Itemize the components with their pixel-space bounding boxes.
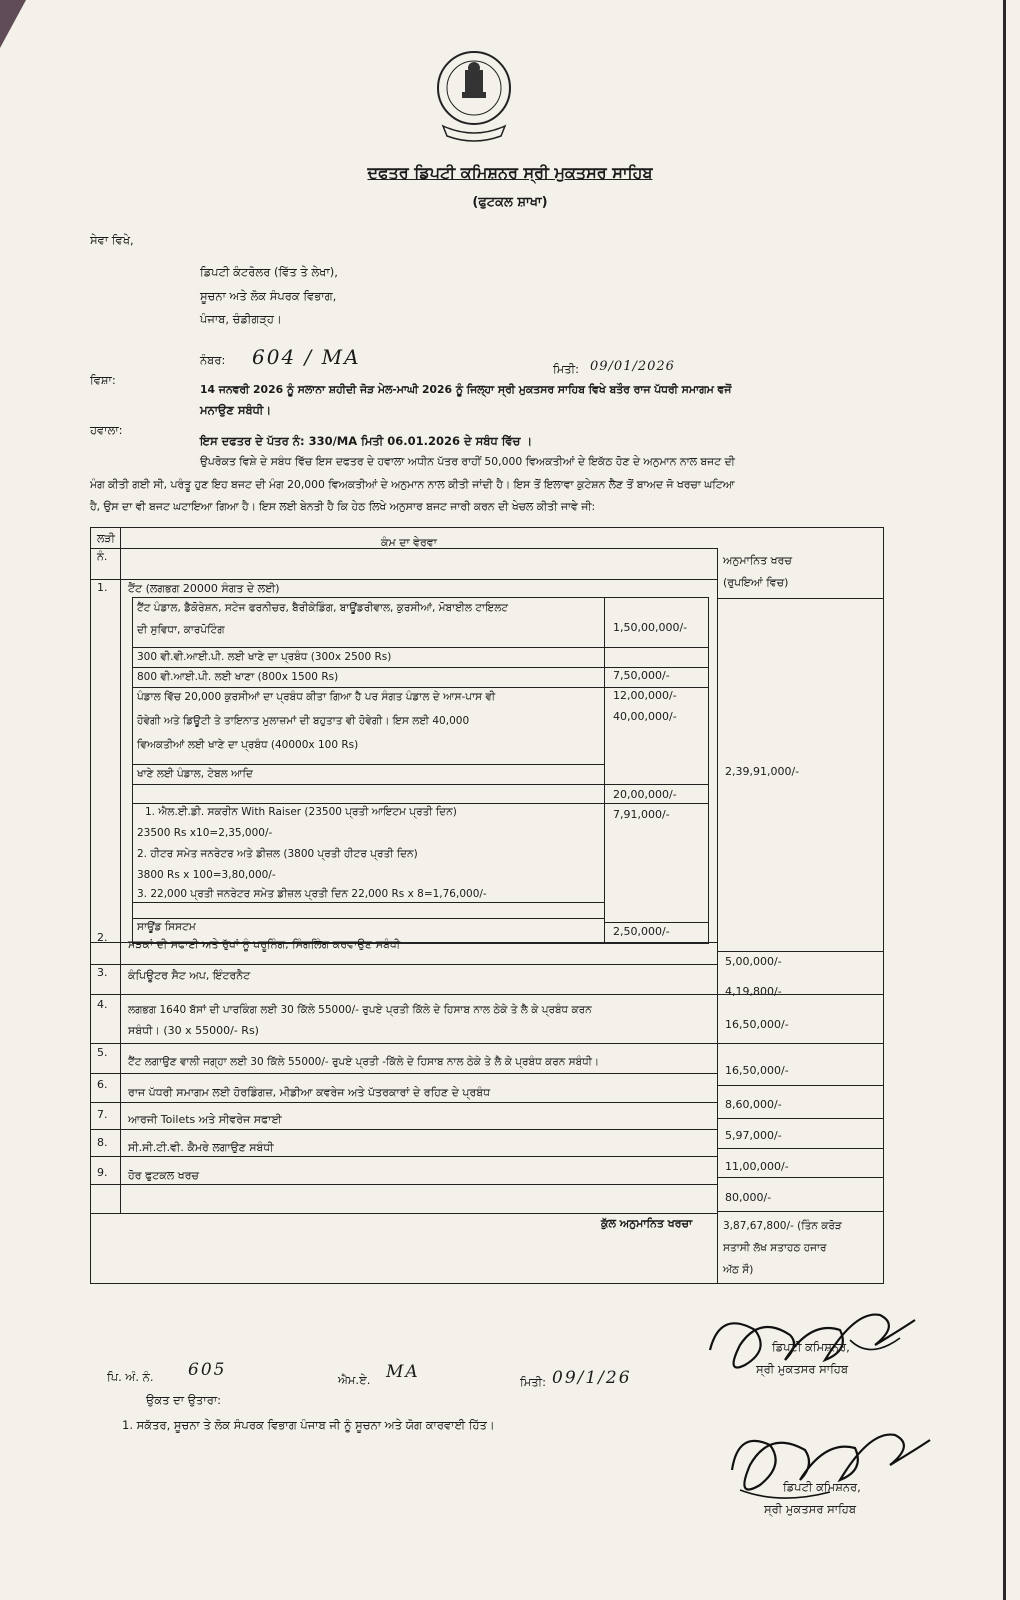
item-8-desc: ਸੀ.ਸੀ.ਟੀ.ਵੀ. ਕੈਮਰੇ ਲਗਾਉਣ ਸਬੰਧੀ: [128, 1141, 274, 1154]
item-4-desc-line-1: ਲਗਭਗ 1640 ਬੱਸਾਂ ਦੀ ਪਾਰਕਿੰਗ ਲਈ 30 ਕਿੱਲੇ 55000/- ਰੁਪਏ ਪ੍ਰਤੀ ਕਿੱਲੇ ਦੇ ਹਿਸਾਬ ਨਾਲ ਠੇਕੇ ਤੇ ਲੈ ਕੇ ਪ੍ਰਬੰਧ ਕਰਨ: [128, 1004, 592, 1016]
sub-rule-1: [133, 647, 708, 648]
item-9-desc: ਹੋਰ ਫੁਟਕਲ ਖਰਚ: [128, 1169, 199, 1182]
item-5-desc: ਟੈਂਟ ਲਗਾਉਣ ਵਾਲੀ ਜਗ੍ਹਾ ਲਈ 30 ਕਿੱਲੇ 55000/- ਰੁਪਏ ਪ੍ਰਤੀ -ਕਿੱਲੇ ਦੇ ਹਿਸਾਬ ਨਾਲ ਠੇਕੇ ਤੇ ਲੈ ਕੇ ਪ੍ਰਬੰਧ ਕਰਨ ਸਬੰਧੀ।: [128, 1056, 600, 1068]
item-7-desc: ਆਰਜੀ Toilets ਅਤੇ ਸੀਵਰੇਜ ਸਫਾਈ: [128, 1113, 282, 1126]
budget-table: [90, 527, 884, 1284]
subtable-divider: [604, 598, 605, 943]
sub-6-line-4: 3800 Rs x 100=3,80,000/-: [137, 869, 276, 881]
endorsement-number-value: 605: [188, 1360, 227, 1380]
sub-4-line-3: ਵਿਅਕਤੀਆਂ ਲਈ ਖਾਣੇ ਦਾ ਪ੍ਰਬੰਧ (40000x 100 Rs): [137, 739, 359, 751]
item-7-sno: 7.: [97, 1108, 108, 1121]
sub-4-line-2: ਹੋਵੇਗੀ ਅਤੇ ਡਿਊਟੀ ਤੇ ਤਾਇਨਾਤ ਮੁਲਾਜ਼ਮਾਂ ਦੀ ਬਹੁਤਾਤ ਵੀ ਹੋਵੇਗੀ। ਇਸ ਲਈ 40,000: [137, 715, 470, 727]
copy-to-item-1: 1. ਸਕੱਤਰ, ਸੂਚਨਾ ਤੇ ਲੋਕ ਸੰਪਰਕ ਵਿਭਾਗ ਪੰਜਾਬ ਜੀ ਨੂੰ ਸੂਚਨਾ ਅਤੇ ਯੋਗ ਕਾਰਵਾਈ ਹਿੱਤ।: [122, 1418, 495, 1432]
branch-name: (ਫੁਟਕਲ ਸ਼ਾਖਾ): [472, 195, 548, 210]
item-8-sno: 8.: [97, 1136, 108, 1149]
sub-rule-9: [604, 922, 708, 923]
item-1-total: 2,39,91,000/-: [725, 765, 800, 778]
item-8-value: 11,00,000/-: [725, 1160, 789, 1173]
sub-rule-2: [133, 667, 708, 668]
letter-number-value: 604 / MA: [252, 345, 361, 369]
copy-to-label: ਉਕਤ ਦਾ ਉਤਾਰਾ:: [146, 1393, 221, 1407]
item-6-sno: 6.: [97, 1078, 108, 1091]
header-cost-1: ਅਨੁਮਾਨਿਤ ਖਰਚ: [723, 554, 792, 567]
item-4-sno: 4.: [97, 998, 108, 1011]
header-cost-2: (ਰੁਪਇਆਂ ਵਿਚ): [723, 576, 789, 589]
item-9-sno: 9.: [97, 1166, 108, 1179]
sub-rule-7: [133, 902, 604, 903]
signature-1-designation: ਡਿਪਟੀ ਕਮਿਸ਼ਨਰ,: [772, 1340, 850, 1354]
sub-1-value: 1,50,00,000/-: [613, 621, 688, 634]
total-label: ਕੁੱਲ ਅਨੁਮਾਨਿਤ ਖਰਚਾ: [601, 1217, 693, 1230]
total-line-2: ਸਤਾਸੀ ਲੱਖ ਸਤਾਹਠ ਹਜਾਰ: [723, 1242, 827, 1254]
row-rule-10c: [717, 1211, 883, 1212]
item-7-value: 5,97,000/-: [725, 1129, 782, 1142]
row-rule-9: [91, 1156, 717, 1157]
sub-6-line-5: 3. 22,000 ਪ੍ਰਤੀ ਜਨਰੇਟਰ ਸਮੇਤ ਡੀਜ਼ਲ ਪ੍ਰਤੀ ਦਿਨ 22,000 Rs x 8=1,76,000/-: [137, 888, 487, 900]
sub-7-value: 2,50,000/-: [613, 925, 670, 938]
sub-rule-8: [133, 918, 604, 919]
sub-2-value: 7,50,000/-: [613, 669, 670, 682]
salutation: ਸੇਵਾ ਵਿਖੇ,: [90, 233, 134, 247]
item-6-value: 8,60,000/-: [725, 1098, 782, 1111]
item-3-sno: 3.: [97, 966, 108, 979]
item-6-desc: ਰਾਜ ਪੱਧਰੀ ਸਮਾਗਮ ਲਈ ਹੋਰਡਿੰਗਜ਼, ਮੀਡੀਆ ਕਵਰੇਜ ਅਤੇ ਪੱਤਰਕਾਰਾਂ ਦੇ ਰਹਿਣ ਦੇ ਪ੍ਰਬੰਧ: [128, 1086, 491, 1099]
sub-4-line-1: ਪੰਡਾਲ ਵਿੱਚ 20,000 ਕੁਰਸੀਆਂ ਦਾ ਪ੍ਰਬੰਧ ਕੀਤਾ ਗਿਆ ਹੈ ਪਰ ਸੰਗਤ ਪੰਡਾਲ ਦੇ ਆਸ-ਪਾਸ ਵੀ: [137, 691, 496, 703]
signature-2-place: ਸ੍ਰੀ ਮੁਕਤਸਰ ਸਾਹਿਬ: [764, 1502, 857, 1516]
item-1-subtable: [132, 597, 709, 944]
reference-label: ਹਵਾਲਾ:: [90, 423, 123, 437]
subject-line-2: ਮਨਾਉਣ ਸਬੰਧੀ।: [200, 403, 272, 417]
sub-rule-6: [133, 803, 708, 804]
item-5-sno: 5.: [97, 1046, 108, 1059]
item-4-value: 16,50,000/-: [725, 1018, 789, 1031]
subject-label: ਵਿਸ਼ਾ:: [90, 373, 116, 387]
row-rule-10: [91, 1184, 717, 1185]
letter-number-label: ਨੰਬਰ:: [200, 353, 226, 367]
letter-date-label: ਮਿਤੀ:: [553, 362, 579, 376]
item-1-sno: 1.: [97, 581, 108, 594]
sub-3-desc: 800 ਵੀ.ਆਈ.ਪੀ. ਲਈ ਖਾਣਾ (800x 1500 Rs): [137, 671, 339, 683]
item-2-desc: ਸੜਕਾਂ ਦੀ ਸਫਾਈ ਅਤੇ ਰੁੱਖਾਂ ਨੂੰ ਪਰੂਨਿੰਗ, ਸਿੰਗਲਿੰਗ ਕਰਵਾਉਣ ਸਬੰਧੀ: [128, 938, 401, 951]
header-rule-c: [717, 598, 883, 599]
item-1-title: ਟੈਂਟ (ਲਗਭਗ 20000 ਸੰਗਤ ਦੇ ਲਈ): [128, 582, 280, 595]
sub-rule-3: [133, 687, 708, 688]
row-rule-9c: [717, 1177, 883, 1178]
endorsement-date-value: 09/1/26: [552, 1368, 632, 1388]
sub-6-line-3: 2. ਹੀਟਰ ਸਮੇਤ ਜਨਰੇਟਰ ਅਤੇ ਡੀਜ਼ਲ (3800 ਪ੍ਰਤੀ ਹੀਟਰ ਪ੍ਰਤੀ ਦਿਨ): [137, 848, 418, 860]
row-rule-6: [91, 1073, 717, 1074]
row-rule-7c: [717, 1118, 883, 1119]
endorsement-branch-label: ਐਮ.ਏ.: [338, 1373, 371, 1387]
body-line-3: ਹੈ, ਉਸ ਦਾ ਵੀ ਬਜਟ ਘਟਾਇਆ ਗਿਆ ਹੈ। ਇਸ ਲਈ ਬੇਨਤੀ ਹੈ ਕਿ ਹੇਠ ਲਿਖੇ ਅਨੁਸਾਰ ਬਜਟ ਜਾਰੀ ਕਰਨ ਦੀ ਖੇਚਲ ਕੀਤੀ ਜਾਵੇ ਜੀ:: [90, 500, 596, 513]
total-line-1: 3,87,67,800/- (ਤਿੰਨ ਕਰੋੜ: [723, 1220, 842, 1232]
body-line-1: ਉਪਰੋਕਤ ਵਿਸ਼ੇ ਦੇ ਸਬੰਧ ਵਿੱਚ ਇਸ ਦਫਤਰ ਦੇ ਹਵਾਲਾ ਅਧੀਨ ਪੱਤਰ ਰਾਹੀਂ 50,000 ਵਿਅਕਤੀਆਂ ਦੇ ਇਕੱਠ ਹੋਣ ਦੇ ਅਨੁਮਾਨ ਨਾਲ ਬਜਟ ਦੀ: [200, 455, 735, 468]
header-description: ਕੰਮ ਦਾ ਵੇਰਵਾ: [381, 536, 437, 549]
row-rule-6c: [717, 1085, 883, 1086]
body-line-2: ਮੰਗ ਕੀਤੀ ਗਈ ਸੀ, ਪਰੰਤੂ ਹੁਣ ਇਹ ਬਜਟ ਦੀ ਮੰਗ 20,000 ਵਿਅਕਤੀਆਂ ਦੇ ਅਨੁਮਾਨ ਨਾਲ ਕੀਤੀ ਜਾਂਦੀ ਹੈ। ਇਸ ਤੋਂ ਇਲਾਵਾ ਕੁਟੇਸ਼ਨ ਲੈਣ ਤੋਂ ਬਾਅਦ ਜੋ ਖਰਚਾ ਘਟਿਆ: [90, 478, 735, 491]
endorsement-number-label: ਪਿ. ਅੰ. ਨੰ.: [107, 1370, 154, 1384]
header-rule-b: [91, 579, 717, 580]
row-rule-5: [91, 1043, 717, 1044]
addressee-line-2: ਸੂਚਨਾ ਅਤੇ ਲੋਕ ਸੰਪਰਕ ਵਿਭਾਗ,: [200, 289, 337, 303]
sub-1-line-2: ਦੀ ਸੁਵਿਧਾ, ਕਾਰਪੋਟਿੰਗ: [137, 624, 225, 636]
row-rule-5c: [717, 1043, 883, 1044]
endorsement-date-label: ਮਿਤੀ:: [520, 1375, 546, 1389]
endorsement-branch-value: MA: [386, 1362, 420, 1382]
sub-1-line-1: ਟੈਂਟ ਪੰਡਾਲ, ਡੈਕੋਰੇਸ਼ਨ, ਸਟੇਜ ਫਰਨੀਚਰ, ਬੈਰੀਕੇਡਿੰਗ, ਬਾਊਂਡਰੀਵਾਲ, ਕੁਰਸੀਆਂ, ਮੋਬਾਈਲ ਟਾਇਲਟ: [137, 602, 509, 614]
sub-7-desc: ਸਾਊਂਡ ਸਿਸਟਮ: [137, 921, 196, 933]
col-divider-cost: [717, 548, 718, 1283]
row-rule-8c: [717, 1148, 883, 1149]
row-rule-7: [91, 1102, 717, 1103]
signature-2-designation: ਡਿਪਟੀ ਕਮਿਸ਼ਨਰ,: [783, 1480, 861, 1494]
row-rule-3: [91, 964, 717, 965]
subject-line-1: 14 ਜਨਵਰੀ 2026 ਨੂੰ ਸਲਾਨਾ ਸ਼ਹੀਦੀ ਜੋੜ ਮੇਲ-ਮਾਘੀ 2026 ਨੂੰ ਜਿਲ੍ਹਾ ਸ੍ਰੀ ਮੁਕਤਸਰ ਸਾਹਿਬ ਵਿਖੇ ਬਤੌਰ ਰਾਜ ਪੱਧਰੀ ਸਮਾਗਮ ਵਜੋਂ: [200, 383, 732, 396]
reference-text: ਇਸ ਦਫਤਰ ਦੇ ਪੱਤਰ ਨੰ: 330/MA ਮਿਤੀ 06.01.2026 ਦੇ ਸਬੰਧ ਵਿੱਚ ।: [200, 434, 533, 448]
col-divider-sno: [120, 528, 121, 1213]
signature-1-place: ਸ੍ਰੀ ਮੁਕਤਸਰ ਸਾਹਿਬ: [756, 1362, 849, 1376]
addressee-line-3: ਪੰਜਾਬ, ਚੰਡੀਗੜ੍ਹ।: [200, 312, 282, 326]
office-title: ਦਫਤਰ ਡਿਪਟੀ ਕਮਿਸ਼ਨਰ ਸ੍ਰੀ ਮੁਕਤਸਰ ਸਾਹਿਬ: [367, 163, 653, 182]
sub-5-value: 20,00,000/-: [613, 788, 677, 801]
sub-2-desc: 300 ਵੀ.ਵੀ.ਆਈ.ਪੀ. ਲਈ ਖਾਣੇ ਦਾ ਪ੍ਰਬੰਧ (300x 2500 Rs): [137, 651, 392, 663]
header-sno-2: ਨੰ.: [97, 550, 108, 563]
sub-5-desc: ਖਾਣੇ ਲਈ ਪੰਡਾਲ, ਟੇਬਲ ਆਦਿ: [137, 768, 253, 780]
row-rule-total: [91, 1213, 717, 1214]
item-9-value: 80,000/-: [725, 1191, 772, 1204]
item-4-desc-line-2: ਸਬੰਧੀ। (30 x 55000/- Rs): [128, 1024, 259, 1037]
letter-date-value: 09/01/2026: [590, 359, 675, 374]
row-rule-4: [91, 994, 717, 995]
sub-3-value: 12,00,000/-: [613, 689, 677, 702]
sub-rule-5: [133, 784, 708, 785]
sub-6-line-2: 23500 Rs x10=2,35,000/-: [137, 827, 273, 839]
sub-6-line-1: 1. ਐਲ.ਈ.ਡੀ. ਸਕਰੀਨ With Raiser (23500 ਪ੍ਰਤੀ ਆਇਟਮ ਪ੍ਰਤੀ ਦਿਨ): [145, 806, 457, 818]
sub-6-value: 7,91,000/-: [613, 808, 670, 821]
row-rule-2c: [717, 951, 883, 952]
item-2-sno: 2.: [97, 931, 108, 944]
header-sno-1: ਲੜੀ: [97, 532, 115, 545]
item-2-value: 5,00,000/-: [725, 955, 782, 968]
addressee-line-1: ਡਿਪਟੀ ਕੰਟਰੋਲਰ (ਵਿੱਤ ਤੇ ਲੇਖਾ),: [200, 265, 338, 279]
sub-rule-4: [133, 764, 604, 765]
item-5-value: 16,50,000/-: [725, 1064, 789, 1077]
item-3-value: 4,19,800/-: [725, 985, 782, 998]
page-edge: [1003, 0, 1006, 1600]
sub-4-value: 40,00,000/-: [613, 710, 677, 723]
page-corner: [0, 0, 26, 48]
row-rule-8: [91, 1129, 717, 1130]
state-emblem-seal: [429, 48, 519, 146]
item-3-desc: ਕੰਪਿਊਟਰ ਸੈਟ ਅਪ, ਇੰਟਰਨੈਟ: [128, 969, 251, 982]
total-line-3: ਅੱਠ ਸੌ): [723, 1264, 754, 1276]
